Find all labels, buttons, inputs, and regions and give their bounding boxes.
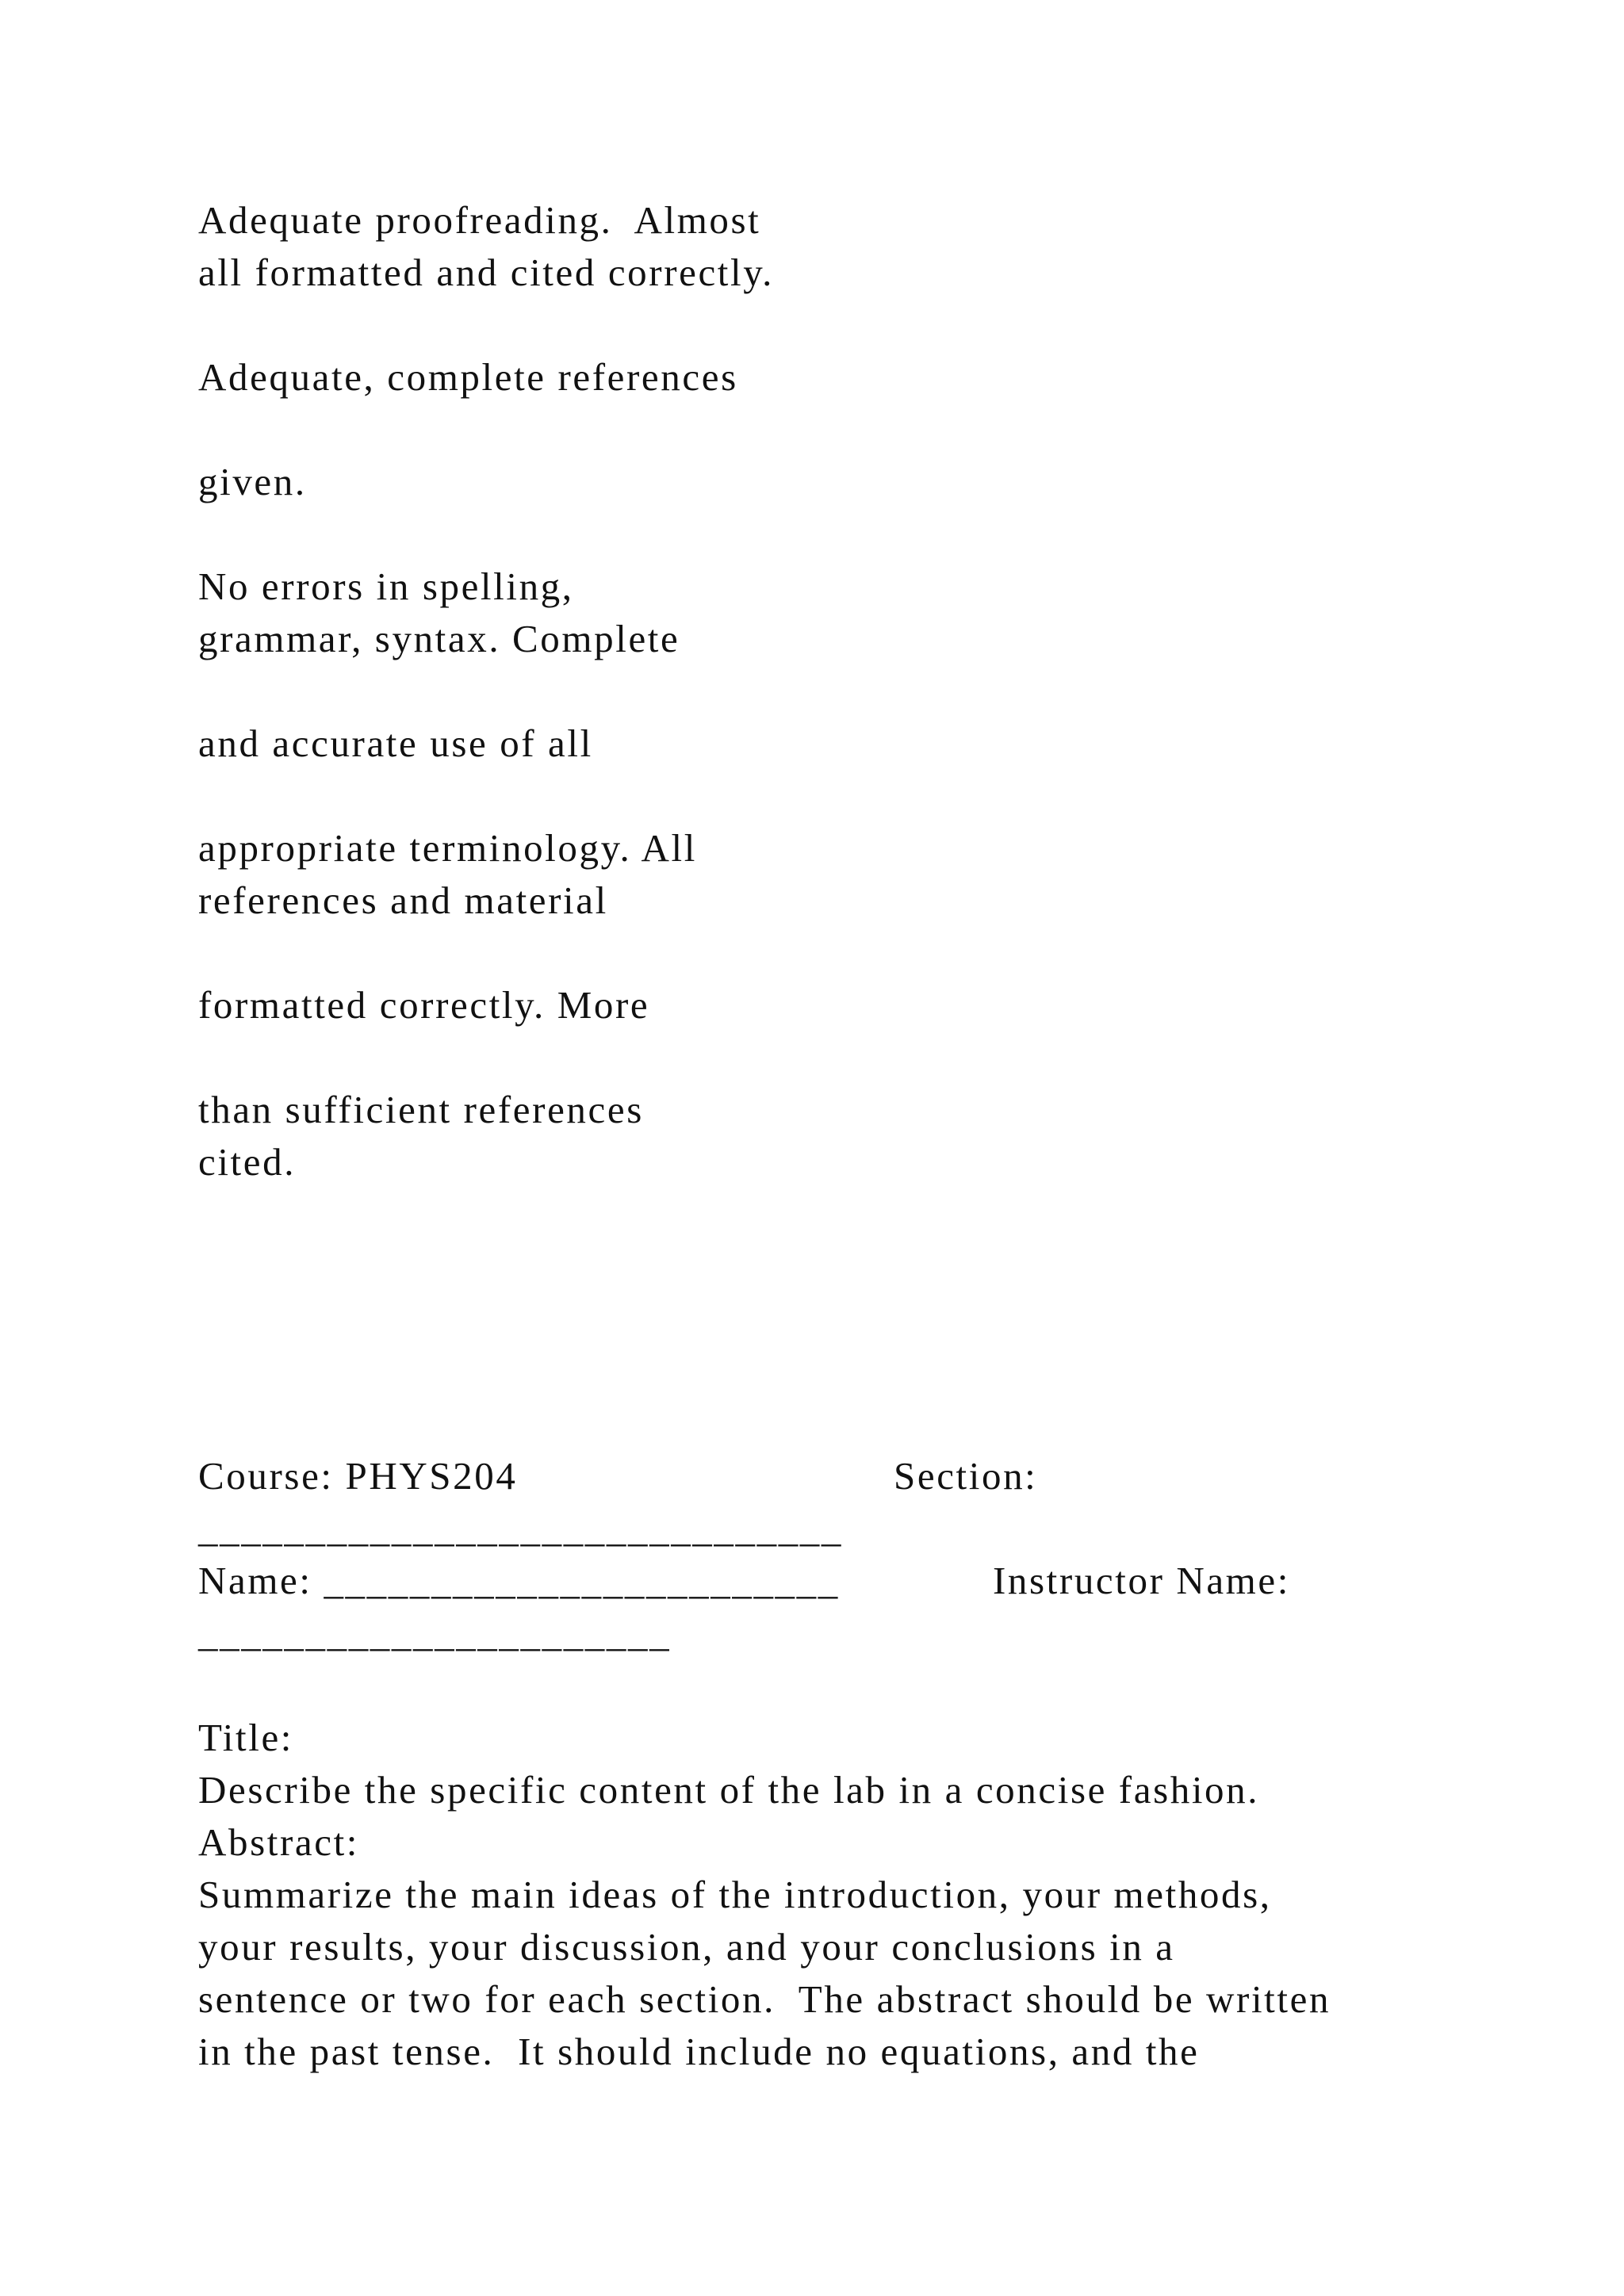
body-line: Describe the specific content of the lab in a concise fashion. — [198, 1768, 1260, 1812]
rubric-line: all formatted and cited correctly. — [198, 251, 774, 294]
course-label: Course: PHYS204 — [198, 1454, 518, 1498]
body-line: in the past tense. It should include no equations, and the — [198, 2030, 1200, 2073]
section-blank: ______________________________ — [198, 1506, 843, 1550]
rubric-line: given. — [198, 460, 307, 503]
body-line: Summarize the main ideas of the introduction, your methods, — [198, 1873, 1272, 1916]
title-heading: Title: — [198, 1716, 294, 1759]
section-label: Section: — [894, 1454, 1038, 1498]
instructor-name-label: Instructor Name: — [993, 1559, 1290, 1602]
rubric-line: grammar, syntax. Complete — [198, 617, 680, 660]
rubric-line: and accurate use of all — [198, 721, 593, 765]
abstract-heading: Abstract: — [198, 1820, 360, 1864]
rubric-line: appropriate terminology. All — [198, 826, 697, 870]
body-line: sentence or two for each section. The abstract should be written — [198, 1977, 1331, 2021]
rubric-line: references and material — [198, 878, 608, 922]
rubric-line: cited. — [198, 1140, 297, 1184]
rubric-line: formatted correctly. More — [198, 983, 650, 1027]
body-line: your results, your discussion, and your conclusions in a — [198, 1925, 1175, 1969]
rubric-line: than sufficient references — [198, 1088, 644, 1131]
student-name-field: Name: ________________________ — [198, 1559, 840, 1602]
instructor-name-blank: ______________________ — [198, 1611, 672, 1655]
rubric-line: Adequate proofreading. Almost — [198, 198, 761, 242]
rubric-line: Adequate, complete references — [198, 355, 738, 399]
rubric-line: No errors in spelling, — [198, 564, 574, 608]
